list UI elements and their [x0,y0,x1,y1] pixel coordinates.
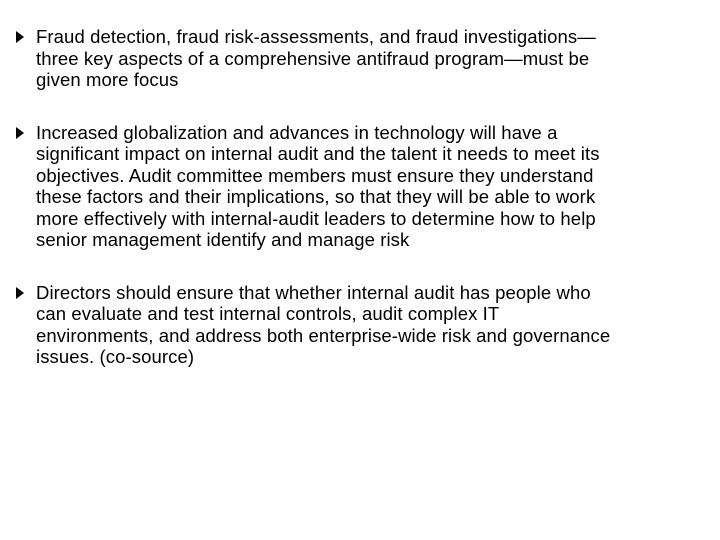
bullet-list [14,26,614,368]
triangle-right-icon [16,127,24,139]
bullet-text: Fraud detection, fraud risk-assessments, and fraud investigations—three key aspects of a comprehensive antifraud program—must be given more focus [36,26,596,90]
bullet-item-directors [14,282,614,368]
triangle-right-icon [16,287,24,299]
bullet-item-globalization [14,122,614,251]
bullet-text: Increased globalization and advances in technology will have a significant impact on internal audit and the talent it needs to meet its objectives. Audit committee members must ensure they understand these factors and their implications, so that they will be able to work more effectively with internal-audit leaders to determine how to help senior management identify and manage risk [36,121,600,250]
bullet-text: Directors should ensure that whether internal audit has people who can evaluate and test internal controls, audit complex IT environments, and address both enterprise-wide risk and governance issues. (co-source) [36,281,611,367]
triangle-right-icon [16,31,24,43]
bullet-item-fraud-focus [14,26,614,91]
